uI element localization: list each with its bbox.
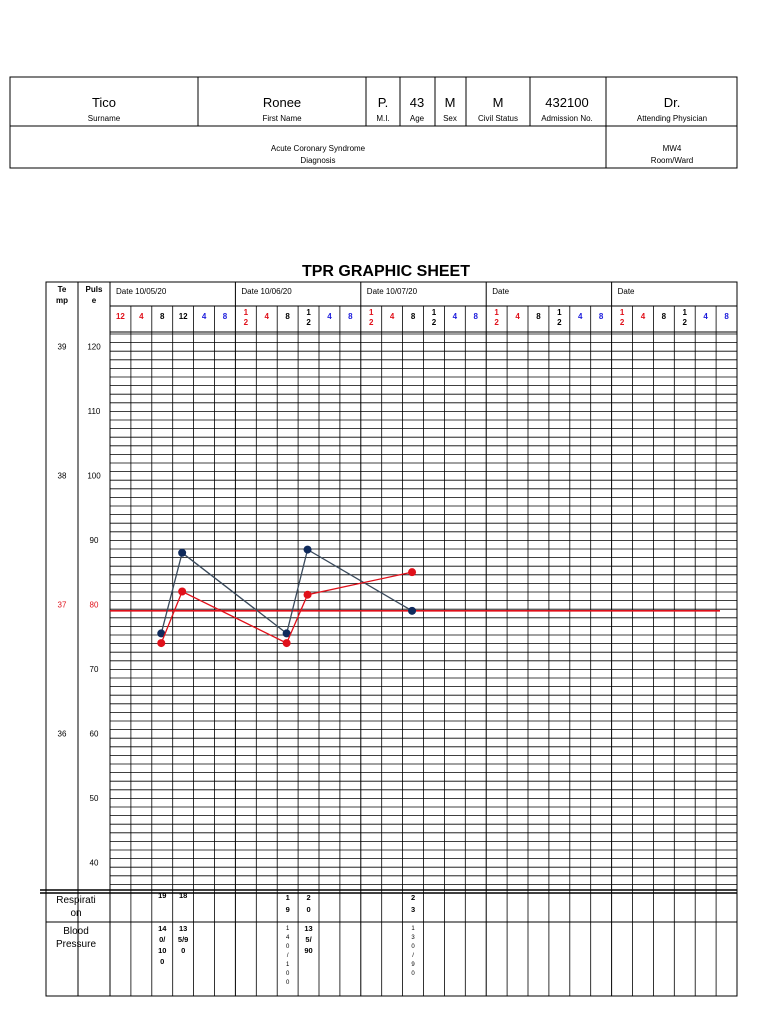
pulse-axis-label: 110 xyxy=(87,406,101,416)
respiration-label: on xyxy=(70,908,82,919)
date-label: Date 10/07/20 xyxy=(366,287,418,296)
time-label: 1 xyxy=(369,308,374,317)
blood-pressure-value: 1 xyxy=(411,926,415,932)
graph-frame xyxy=(46,282,737,996)
blood-pressure-value: 1 xyxy=(285,926,290,932)
admission-number-label: Admission No. xyxy=(541,114,593,123)
data-point xyxy=(408,568,416,576)
time-label: 2 xyxy=(431,318,437,327)
blood-pressure-value: 13 xyxy=(178,924,188,933)
data-point xyxy=(304,591,312,599)
blood-pressure-value: 0/ xyxy=(159,935,166,944)
time-label: 2 xyxy=(243,318,249,327)
blood-pressure-value: 90 xyxy=(304,946,313,955)
room-label: Room/Ward xyxy=(650,156,694,165)
time-label: 8 xyxy=(160,312,165,321)
time-label: 4 xyxy=(139,312,144,321)
data-point xyxy=(408,607,416,615)
blood-pressure-value: 13 xyxy=(304,924,313,933)
respiration-value: 3 xyxy=(410,905,416,914)
time-label: 8 xyxy=(348,312,353,321)
time-label: 1 xyxy=(619,308,625,317)
time-label: 2 xyxy=(369,318,374,327)
respiration-value: 19 xyxy=(158,891,167,900)
time-label: 2 xyxy=(557,318,562,327)
time-label: 4 xyxy=(452,312,458,321)
middle-initial-label: M.I. xyxy=(376,114,390,123)
sheet-title: TPR GRAPHIC SHEET xyxy=(301,263,471,280)
time-label: 1 xyxy=(306,308,311,317)
pulse-axis-label: 50 xyxy=(89,793,99,803)
blood-pressure-value: 1 xyxy=(285,962,290,968)
blood-pressure-value: 4 xyxy=(285,935,290,941)
admission-number-value: 432100 xyxy=(545,95,589,110)
physician-label: Attending Physician xyxy=(636,114,708,123)
time-label: 2 xyxy=(682,318,687,327)
time-label: 8 xyxy=(410,312,416,321)
first-name-value: Ronee xyxy=(262,95,302,110)
age-value: 43 xyxy=(409,95,425,110)
pulse-axis-label: 100 xyxy=(87,471,101,481)
first-name-label: First Name xyxy=(262,114,302,123)
middle-initial-value: P. xyxy=(377,95,389,110)
time-label: 4 xyxy=(389,312,395,321)
axis-labels xyxy=(58,342,102,867)
temp-axis-label: 38 xyxy=(57,471,67,481)
patient-info-text xyxy=(88,95,707,165)
pulse-axis-label: 80 xyxy=(89,600,99,610)
respiration-value: 2 xyxy=(306,893,311,902)
time-label: 8 xyxy=(285,312,290,321)
graph-grid xyxy=(40,282,737,996)
sex-label: Sex xyxy=(443,114,457,123)
blood-pressure-value: 9 xyxy=(411,962,415,968)
time-label: 2 xyxy=(494,318,499,327)
respiration-value: 18 xyxy=(178,891,188,900)
time-label: 1 xyxy=(243,308,249,317)
time-label: 8 xyxy=(661,312,667,321)
blood-pressure-value: 3 xyxy=(411,935,415,941)
time-label: 4 xyxy=(264,312,269,321)
data-point xyxy=(178,588,186,596)
time-label: 1 xyxy=(431,308,437,317)
date-label: Date 10/05/20 xyxy=(116,287,167,296)
temp-axis-label: 36 xyxy=(57,729,67,739)
blood-pressure-value: / xyxy=(286,953,289,959)
time-label: 4 xyxy=(515,312,520,321)
room-value: MW4 xyxy=(662,144,682,153)
diagnosis-value: Acute Coronary Syndrome xyxy=(270,144,366,153)
temp-column-header: Te xyxy=(57,285,67,294)
respiration-value: 1 xyxy=(285,893,290,902)
blood-pressure-value: 14 xyxy=(158,924,167,933)
data-point xyxy=(178,549,186,557)
time-label: 1 xyxy=(494,308,499,317)
time-label: 8 xyxy=(724,312,729,321)
time-label: 1 xyxy=(557,308,562,317)
series-line xyxy=(161,550,412,634)
blood-pressure-value: 0 xyxy=(181,946,186,955)
pulse-axis-label: 60 xyxy=(89,729,99,739)
time-label: 1 xyxy=(682,308,687,317)
blood-pressure-value: 0 xyxy=(285,980,290,986)
time-label: 8 xyxy=(536,312,541,321)
blood-pressure-value: 0 xyxy=(285,944,290,950)
respiration-value: 9 xyxy=(285,905,290,914)
pulse-axis-label: 70 xyxy=(89,664,99,674)
physician-value: Dr. xyxy=(663,95,681,110)
blood-pressure-value: 0 xyxy=(411,971,415,977)
date-label: Date xyxy=(492,287,510,296)
data-point xyxy=(157,639,165,647)
time-label: 4 xyxy=(703,312,708,321)
blood-pressure-label: Blood xyxy=(63,926,89,937)
blood-pressure-label: Pressure xyxy=(55,939,97,950)
time-label: 2 xyxy=(306,318,311,327)
date-label: Date xyxy=(617,287,635,296)
data-point xyxy=(304,546,312,554)
time-label: 12 xyxy=(115,312,125,321)
pulse-axis-label: 40 xyxy=(89,858,99,868)
time-label: 4 xyxy=(201,312,207,321)
pulse-axis-label: 120 xyxy=(87,342,101,352)
time-label: 8 xyxy=(222,312,228,321)
surname-value: Tico xyxy=(91,95,117,110)
blood-pressure-value: 5/ xyxy=(305,935,312,944)
time-label: 2 xyxy=(619,318,625,327)
respiration-label: Respirati xyxy=(56,895,96,906)
temp-axis-label: 39 xyxy=(57,342,67,352)
time-label: 4 xyxy=(640,312,646,321)
age-label: Age xyxy=(409,114,425,123)
time-label: 8 xyxy=(598,312,604,321)
blood-pressure-value: / xyxy=(412,953,414,959)
time-label: 12 xyxy=(178,312,188,321)
pulse-axis-label: 90 xyxy=(89,535,99,545)
temp-column-header: mp xyxy=(56,296,68,305)
pulse-column-header: Puls xyxy=(85,285,103,294)
data-point xyxy=(283,639,291,647)
time-label: 4 xyxy=(578,312,583,321)
blood-pressure-value: 10 xyxy=(158,946,167,955)
civil-status-label: Civil Status xyxy=(477,114,519,123)
civil-status-value: M xyxy=(492,95,504,110)
surname-label: Surname xyxy=(87,114,121,123)
blood-pressure-value: 0 xyxy=(285,971,290,977)
blood-pressure-value: 5/9 xyxy=(177,935,189,944)
temp-axis-label: 37 xyxy=(57,600,67,610)
pulse-column-header: e xyxy=(91,296,97,305)
respiration-value: 0 xyxy=(306,905,311,914)
time-label: 8 xyxy=(473,312,478,321)
vital-series xyxy=(157,546,416,648)
diagnosis-label: Diagnosis xyxy=(300,156,336,165)
date-label: Date 10/06/20 xyxy=(241,287,292,296)
time-label: 4 xyxy=(327,312,332,321)
blood-pressure-value: 0 xyxy=(160,957,165,966)
blood-pressure-value: 0 xyxy=(411,944,415,950)
sex-value: M xyxy=(444,95,456,110)
respiration-value: 2 xyxy=(410,893,416,902)
